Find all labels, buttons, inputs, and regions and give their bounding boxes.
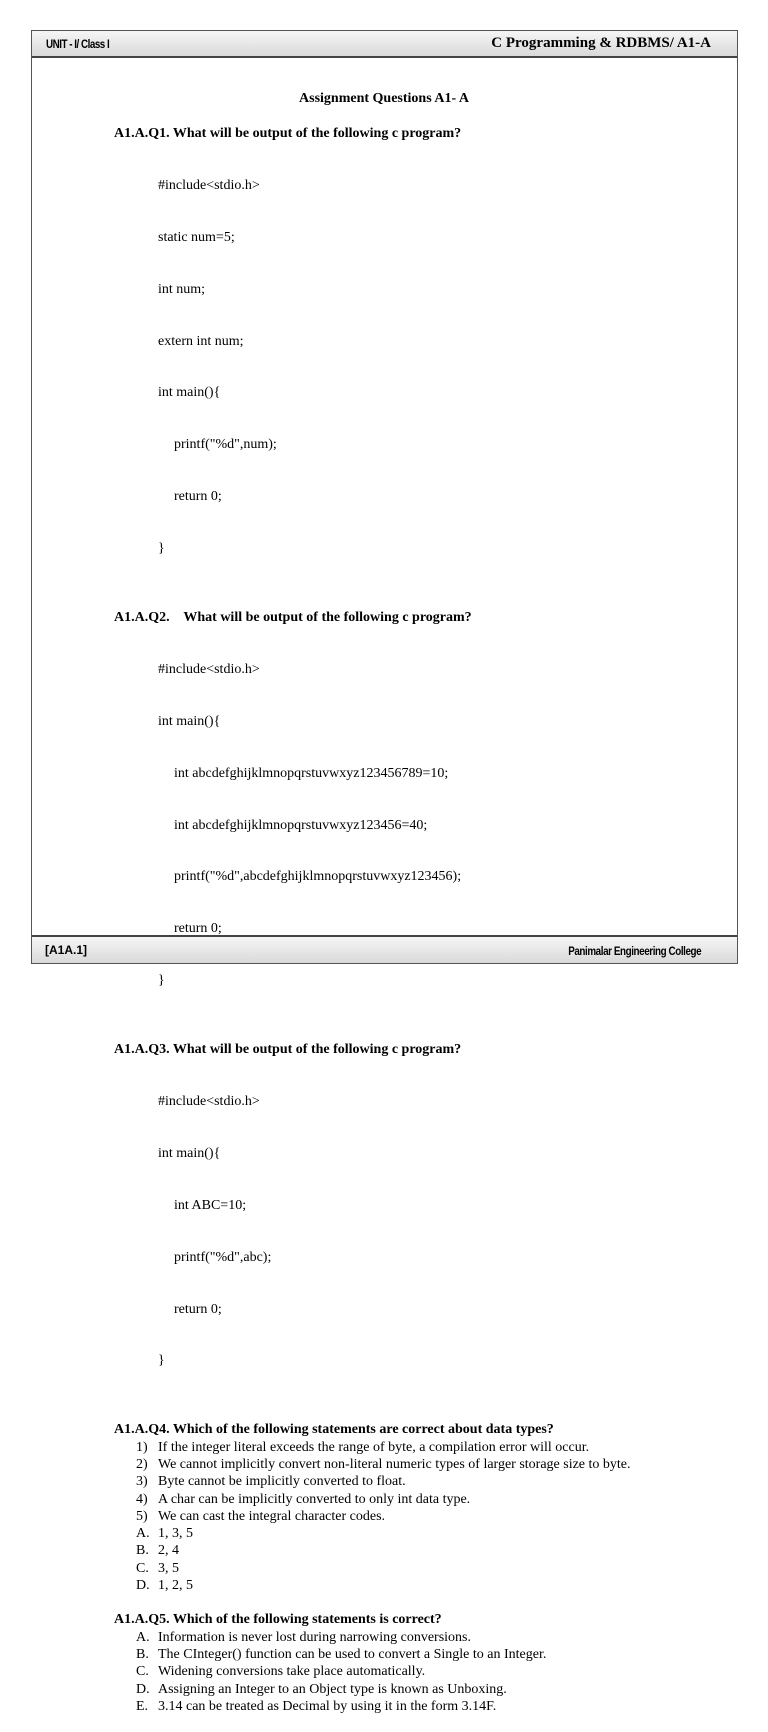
list-item-text: Assigning an Integer to an Object type is known as Unboxing. bbox=[158, 1681, 507, 1697]
code-line: } bbox=[158, 1353, 165, 1369]
code-line: int abcdefghijklmnopqrstuvwxyz123456789=10; bbox=[174, 765, 449, 781]
question-heading bbox=[114, 1611, 714, 1628]
question-1 bbox=[114, 125, 714, 592]
question-5 bbox=[114, 1611, 714, 1715]
questions-container bbox=[114, 125, 714, 1732]
code-block bbox=[114, 1058, 714, 1404]
question-heading bbox=[114, 125, 714, 142]
question-heading bbox=[114, 1421, 714, 1438]
code-line: printf("%d",num); bbox=[174, 437, 277, 453]
list-item bbox=[136, 1646, 714, 1663]
footer-page-id: [A1A.1] bbox=[45, 943, 88, 957]
list-item-text: We can cast the integral character codes. bbox=[158, 1508, 386, 1524]
question-text: What will be output of the following c program? bbox=[183, 610, 472, 626]
list-marker: 3) bbox=[136, 1474, 148, 1490]
list-item-text: A char can be implicitly converted to only int data type. bbox=[158, 1491, 471, 1507]
code-line: } bbox=[158, 973, 165, 989]
list-item bbox=[136, 1473, 714, 1490]
list-marker: 2) bbox=[136, 1456, 148, 1472]
question-id: A1.A.Q4. bbox=[114, 1422, 170, 1438]
document-title: Assignment Questions A1- A bbox=[299, 91, 469, 106]
list-item bbox=[136, 1456, 714, 1473]
code-line: int main(){ bbox=[158, 713, 221, 729]
question-heading bbox=[114, 1041, 714, 1058]
list-item-text: Information is never lost during narrowing conversions. bbox=[158, 1629, 471, 1645]
list-item-text: The CInteger() function can be used to convert a Single to an Integer. bbox=[158, 1646, 547, 1662]
list-marker: C. bbox=[136, 1560, 149, 1576]
code-line: return 0; bbox=[174, 921, 222, 937]
list-item-text: Widening conversions take place automatically. bbox=[158, 1664, 426, 1680]
option-list bbox=[114, 1629, 714, 1715]
code-line: int abcdefghijklmnopqrstuvwxyz123456=40; bbox=[174, 817, 428, 833]
code-line: #include<stdio.h> bbox=[158, 177, 260, 193]
code-line: printf("%d",abc); bbox=[174, 1249, 272, 1265]
question-text: What will be output of the following c program? bbox=[172, 126, 462, 141]
question-text: Which of the following statements is correct? bbox=[172, 1612, 442, 1628]
list-item bbox=[136, 1577, 714, 1594]
question-text: Which of the following statements are correct about data types? bbox=[172, 1422, 554, 1438]
list-item-text: 2, 4 bbox=[158, 1543, 179, 1559]
question-4 bbox=[114, 1421, 714, 1594]
code-line: int ABC=10; bbox=[174, 1197, 247, 1213]
list-item-text: We cannot implicitly convert non-literal numeric types of larger storage size to byte. bbox=[158, 1456, 631, 1472]
question-2 bbox=[114, 609, 714, 1024]
list-item bbox=[136, 1508, 714, 1525]
question-id: A1.A.Q1. bbox=[114, 126, 170, 141]
list-item bbox=[136, 1491, 714, 1508]
code-line: return 0; bbox=[174, 1301, 222, 1317]
question-id: A1.A.Q3. bbox=[114, 1042, 170, 1058]
list-item bbox=[136, 1698, 714, 1715]
code-line: extern int num; bbox=[158, 333, 244, 349]
code-line: int num; bbox=[158, 281, 206, 297]
question-id: A1.A.Q5. bbox=[114, 1612, 170, 1628]
list-marker: A. bbox=[136, 1526, 150, 1542]
list-item-text: 3.14 can be treated as Decimal by using it in the form 3.14F. bbox=[158, 1698, 497, 1714]
code-line: printf("%d",abcdefghijklmnopqrstuvwxyz123456); bbox=[174, 869, 462, 885]
code-line: } bbox=[158, 541, 165, 557]
code-line: int main(){ bbox=[158, 1145, 221, 1161]
list-item bbox=[136, 1525, 714, 1542]
list-item bbox=[136, 1542, 714, 1559]
question-heading bbox=[114, 609, 714, 626]
code-block bbox=[114, 142, 714, 592]
option-list bbox=[114, 1439, 714, 1595]
list-marker: 4) bbox=[136, 1491, 148, 1507]
code-line: return 0; bbox=[174, 489, 222, 505]
code-block bbox=[114, 626, 714, 1024]
code-line: #include<stdio.h> bbox=[158, 1094, 260, 1110]
question-text: What will be output of the following c program? bbox=[172, 1042, 462, 1058]
list-item bbox=[136, 1629, 714, 1646]
list-marker: B. bbox=[136, 1646, 149, 1662]
list-marker: D. bbox=[136, 1681, 150, 1697]
code-line: int main(){ bbox=[158, 385, 221, 401]
list-marker: E. bbox=[136, 1698, 149, 1714]
list-item-text: 3, 5 bbox=[158, 1560, 179, 1576]
question-3 bbox=[114, 1041, 714, 1404]
header-course: C Programming & RDBMS/ A1-A bbox=[491, 35, 711, 51]
list-item-text: Byte cannot be implicitly converted to float. bbox=[158, 1474, 406, 1490]
footer-college: Panimalar Engineering College bbox=[567, 944, 701, 958]
list-marker: B. bbox=[136, 1543, 149, 1559]
list-marker: 1) bbox=[136, 1439, 148, 1455]
list-item bbox=[136, 1663, 714, 1680]
list-item-text: 1, 3, 5 bbox=[158, 1526, 193, 1542]
page-header bbox=[32, 31, 737, 58]
code-line: static num=5; bbox=[158, 229, 235, 245]
question-id: A1.A.Q2. bbox=[114, 610, 170, 626]
list-item bbox=[136, 1560, 714, 1577]
list-marker: 5) bbox=[136, 1508, 148, 1524]
list-item-text: If the integer literal exceeds the range of byte, a compilation error will occur. bbox=[158, 1439, 590, 1455]
list-marker: A. bbox=[136, 1629, 150, 1645]
list-item-text: 1, 2, 5 bbox=[158, 1578, 193, 1594]
list-item bbox=[136, 1439, 714, 1456]
list-item bbox=[136, 1681, 714, 1698]
list-marker: C. bbox=[136, 1664, 149, 1680]
header-unit: UNIT - I/ Class I bbox=[46, 37, 110, 51]
code-line: #include<stdio.h> bbox=[158, 661, 260, 677]
list-marker: D. bbox=[136, 1578, 150, 1594]
